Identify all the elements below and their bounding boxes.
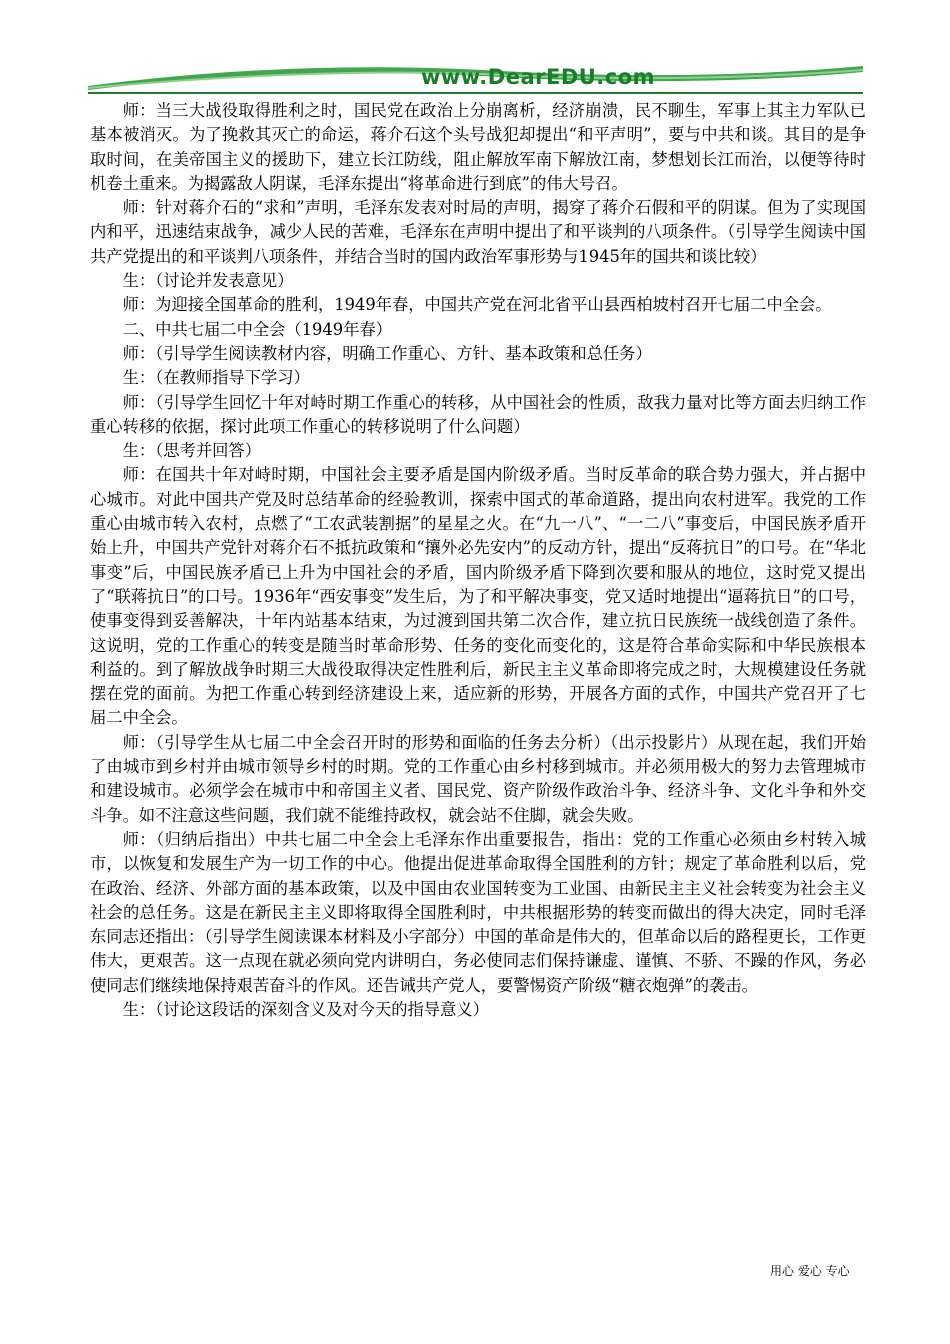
paragraph: 师：（引导学生从七届二中全会召开时的形势和面临的任务去分析）（出示投影片）从现在起，我们开始了由城市到乡村并由城市领导乡村的时期。党的工作重心由乡村移到城市。并必须用极大的努力去管理城市和建设城市。必须学会在城市中和帝国主义者、国民党、资产阶级作政治斗争、经济斗争、文化斗争和外交斗争。如不注意这些问题，我们就不能维持政权，就会站不住脚，就会失败。 [90, 732, 866, 825]
lesson-content [90, 99, 866, 1022]
site-logo-text: www.DearEDU.com [420, 65, 656, 89]
section-heading: 二、中共七届二中全会（1949年春） [122, 319, 392, 339]
paragraph: 生：（讨论这段话的深刻含义及对今天的指导意义） [122, 999, 489, 1019]
paragraph: 师：（归纳后指出）中共七届二中全会上毛泽东作出重要报告，指出：党的工作重心必须由乡村转入城市，以恢复和发展生产为一切工作的中心。他提出促进革命取得全国胜利的方针；规定了革命胜利以后，党在政治、经济、外部方面的基本政策，以及中国由农业国转变为工业国、由新民主主义社会转变为社会主义社会的总任务。这是在新民主主义即将取得全国胜利时，中共根据形势的转变而做出的得大决定，同时毛泽东同志还指出：（引导学生阅读课本材料及小字部分）中国的革命是伟大的，但革命以后的路程更长，工作更伟大，更艰苦。这一点现在就必须向党内讲明白，务必使同志们保持谦虚、谨慎、不骄、不躁的作风，务必使同志们继续地保持艰苦奋斗的作风。还告诫共产党人，要警惕资产阶级“糖衣炮弹”的袭击。 [90, 829, 866, 995]
paragraph: 师：针对蒋介石的“求和”声明，毛泽东发表对时局的声明，揭穿了蒋介石假和平的阴谋。但为了实现国内和平，迅速结束战争，减少人民的苦难，毛泽东在声明中提出了和平谈判的八项条件。（引导学生阅读中国共产党提出的和平谈判八项条件，并结合当时的国内政治军事形势与1945年的国共和谈比较） [90, 198, 866, 266]
paragraph: 生：（在教师指导下学习） [122, 368, 310, 388]
paragraph: 生：（思考并回答） [122, 441, 261, 461]
paragraph: 生：（讨论并发表意见） [122, 271, 294, 291]
paragraph: 师：为迎接全国革命的胜利，1949年春，中国共产党在河北省平山县西柏坡村召开七届二中全会。 [122, 295, 832, 315]
paragraph: 师：在国共十年对峙时期，中国社会主要矛盾是国内阶级矛盾。当时反革命的联合势力强大，并占据中心城市。对此中国共产党及时总结革命的经验教训，探索中国式的革命道路，提出向农村进军。我党的工作重心由城市转入农村，点燃了“工农武装割据”的星星之火。在“九一八”、“一二八”事变后，中国民族矛盾开始上升，中国共产党针对蒋介石不抵抗政策和“攘外必先安内”的反动方针，提出“反蒋抗日”的口号。在“华北事变”后，中国民族矛盾已上升为中国社会的矛盾，国内阶级矛盾下降到次要和服从的地位，这时党又提出了“联蒋抗日”的口号。1936年“西安事变”发生后，为了和平解决事变，党又适时地提出“逼蒋抗日”的口号，使事变得到妥善解决，十年内站基本结束，为过渡到国共第二次合作，建立抗日民族统一战线创造了条件。这说明，党的工作重心的转变是随当时革命形势、任务的变化而变化的，这是符合革命实际和中华民族根本利益的。到了解放战争时期三大战役取得决定性胜利后，新民主主义革命即将完成之时，大规模建设任务就摆在党的面前。为把工作重心转到经济建设上来，适应新的形势，开展各方面的式作，中国共产党召开了七届二中全会。 [90, 465, 866, 728]
paragraph: 师：当三大战役取得胜利之时，国民党在政治上分崩离析，经济崩溃，民不聊生，军事上其主力军队已基本被消灭。为了挽救其灭亡的命运，蒋介石这个头号战犯却提出“和平声明”，要与中共和谈。其目的是争取时间，在美帝国主义的援助下，建立长江防线，阻止解放军南下解放江南，梦想划长江而治，以便等待时机卷土重来。为揭露敌人阴谋，毛泽东提出“将革命进行到底”的伟大号召。 [90, 101, 866, 193]
paragraph: 师：（引导学生阅读教材内容，明确工作重心、方针、基本政策和总任务） [122, 343, 652, 363]
paragraph: 师：（引导学生回忆十年对峙时期工作重心的转移，从中国社会的性质，敌我力量对比等方面去归纳工作重心转移的依据，探讨此项工作重心的转移说明了什么问题） [90, 392, 866, 436]
header-banner [88, 56, 863, 96]
footer-motto: 用心 爱心 专心 [770, 1264, 850, 1278]
